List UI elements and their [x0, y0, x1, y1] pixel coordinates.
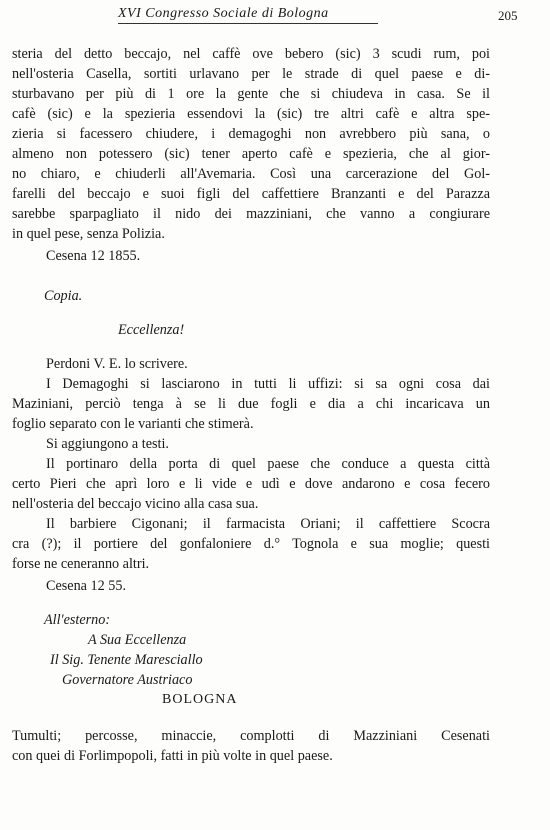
paragraph1-line: zieria si facessero chiudere, i demagoghi non avrebbero più sana, o [12, 126, 490, 142]
paragraph1-line: cafè (sic) e la spezieria essendovi la (sic) tre altri cafè e altra spe- [12, 106, 490, 122]
testi-line: Si aggiungono a testi. [46, 436, 169, 452]
paragraph2-line: I Demagoghi si lasciarono in tutti li uffizi: si sa ogni cosa dai [46, 376, 490, 392]
letter-opening: Perdoni V. E. lo scrivere. [46, 356, 188, 372]
address-city: BOLOGNA [162, 692, 238, 707]
page-number: 205 [498, 8, 518, 23]
paragraph3-line: nell'osteria del beccajo vicino alla casa sua. [12, 496, 259, 512]
copia-label: Copia. [44, 288, 83, 304]
paragraph1-line: farelli del beccajo e suoi figli del caffettiere Branzanti e del Parazza [12, 186, 490, 202]
paragraph1-line: sarebbe sparpagliato il nido dei mazziniani, che vanno a congiurare [12, 206, 490, 222]
salutation: Eccellenza! [118, 322, 185, 338]
address-line: Il Sig. Tenente Maresciallo [50, 652, 203, 668]
paragraph4-line: Il barbiere Cigonani; il farmacista Oriani; il caffettiere Scocra [46, 516, 490, 532]
paragraph2-line: foglio separato con le varianti che stimerà. [12, 416, 254, 432]
paragraph1-line: in quel pese, senza Polizia. [12, 226, 165, 242]
paragraph1-line: steria del detto beccajo, nel caffè ove bebero (sic) 3 scudi rum, poi [12, 46, 490, 62]
closing-line: Tumulti; percosse, minaccie, complotti di Mazziniani Cesenati [12, 728, 490, 744]
paragraph1-line: sturbavano per più di 1 ore la gente che si chiudeva in casa. Se il [12, 86, 490, 102]
address-line: A Sua Eccellenza [88, 632, 187, 648]
paragraph1-line: no chiaro, e chiuderli all'Avemaria. Così una carcerazione del Gol- [12, 166, 490, 182]
paragraph1-line: nell'osteria Casella, sortiti urlavano per le strade di quel paese e di- [12, 66, 490, 82]
date-line: Cesena 12 1855. [46, 248, 141, 264]
running-title: XVI Congresso Sociale di Bologna [118, 6, 378, 24]
paragraph4-line: cra (?); il portiere del gonfaloniere d.° Tognola e sua moglie; questi [12, 536, 490, 552]
address-line: Governatore Austriaco [62, 672, 193, 688]
paragraph3-line: certo Pieri che aprì loro e li vide e udì e dove andarono e cosa fecero [12, 476, 490, 492]
paragraph1-line: almeno non potessero (sic) tener aperto cafè e spezieria, che al gior- [12, 146, 490, 162]
address-label: All'esterno: [44, 612, 111, 628]
closing-line: con quei di Forlimpopoli, fatti in più volte in quel paese. [12, 748, 333, 764]
paragraph4-line: forse ne ceneranno altri. [12, 556, 150, 572]
date-line: Cesena 12 55. [46, 578, 126, 594]
paragraph3-line: Il portinaro della porta di quel paese che conduce a questa città [46, 456, 490, 472]
paragraph2-line: Maziniani, perciò tenga à se li due fogli e dia a chi incaricava un [12, 396, 490, 412]
